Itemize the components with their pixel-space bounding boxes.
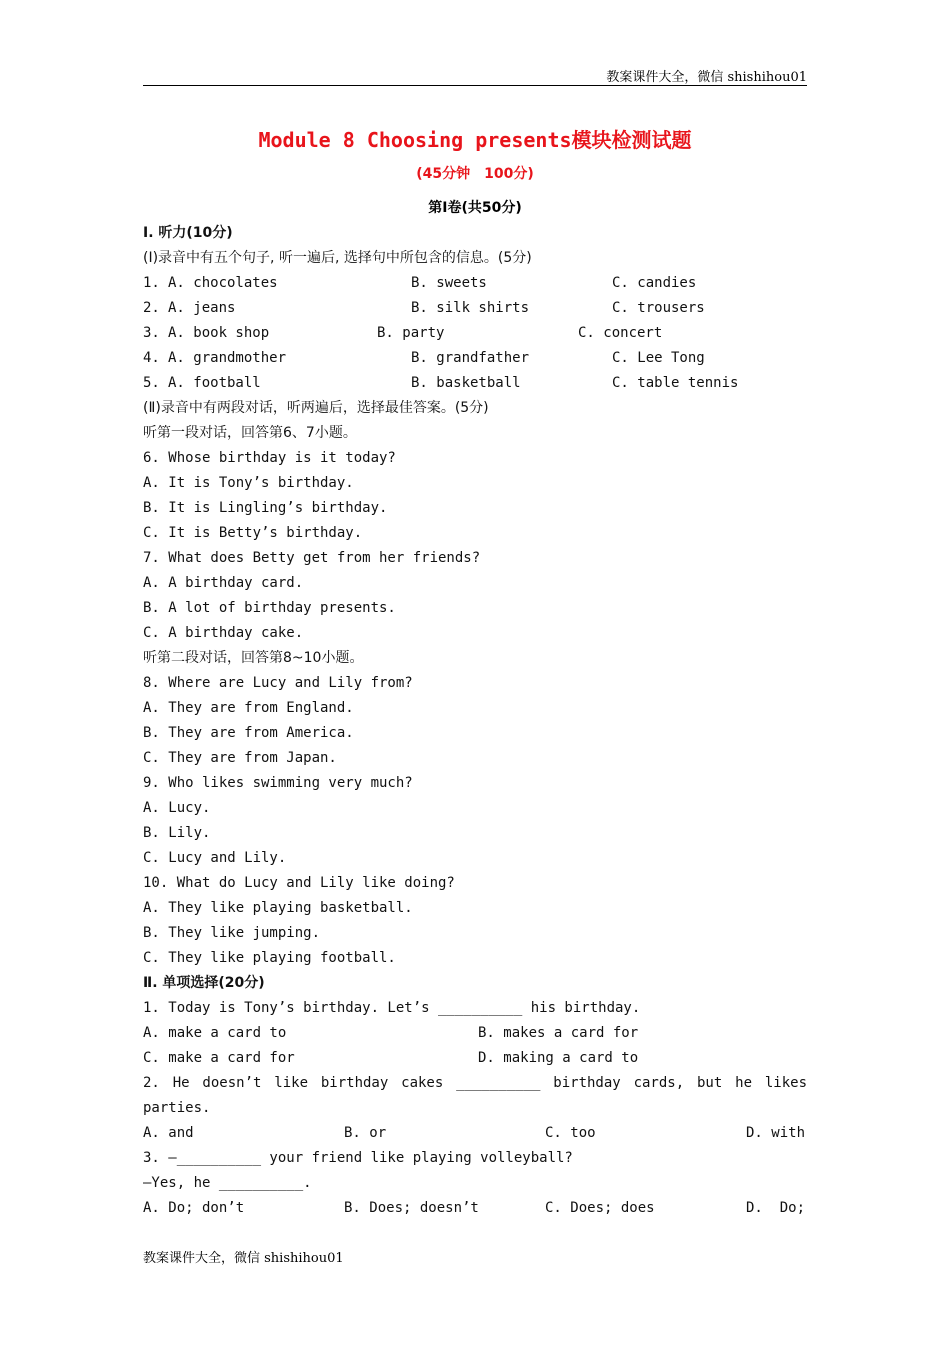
answer-option: C. A birthday cake. — [143, 625, 304, 641]
answer-option: B. It is Lingling’s birthday. — [143, 500, 388, 516]
question-options-row — [143, 1121, 807, 1146]
option-c: C. candies — [612, 275, 697, 291]
question-number: 1. — [143, 275, 160, 291]
question-row — [143, 346, 807, 371]
question-options-row — [143, 1021, 807, 1046]
option-c: C. Lee Tong — [612, 350, 705, 366]
section-heading-listening: Ⅰ. 听力(10分) — [143, 225, 233, 241]
listening-part1-instruction: (Ⅰ)录音中有五个句子, 听一遍后, 选择句中所包含的信息。(5分) — [143, 250, 532, 266]
question-text: 6. Whose birthday is it today? — [143, 450, 396, 466]
question-response-line: —Yes, he __________. — [143, 1175, 312, 1191]
option-a: A. make a card to — [143, 1025, 287, 1041]
question-number: 5. — [143, 375, 160, 391]
answer-option: B. They are from America. — [143, 725, 354, 741]
answer-option: B. A lot of birthday presents. — [143, 600, 396, 616]
question-text: 2. He doesn’t like birthday cakes __________ birthday cards, but he likes — [143, 1075, 807, 1091]
answer-option: A. Lucy. — [143, 800, 211, 816]
document-body — [143, 221, 807, 1221]
answer-option: C. Lucy and Lily. — [143, 850, 287, 866]
header-rule — [143, 85, 807, 86]
option-d: D. with — [746, 1125, 806, 1141]
section-heading-single-choice: Ⅱ. 单项选择(20分) — [143, 975, 265, 991]
answer-option: C. They are from Japan. — [143, 750, 337, 766]
volume-heading: 第Ⅰ卷(共50分) — [428, 200, 522, 216]
option-a: A. chocolates — [168, 275, 278, 291]
question-row — [143, 296, 807, 321]
question-row — [143, 321, 807, 346]
question-row — [143, 271, 807, 296]
answer-option: B. They like jumping. — [143, 925, 321, 941]
listening-part2-instruction: (Ⅱ)录音中有两段对话，听两遍后，选择最佳答案。(5分) — [143, 400, 489, 416]
option-a: A. jeans — [168, 300, 236, 316]
exam-duration-score: (45分钟 100分) — [416, 166, 534, 182]
answer-option: A. They like playing basketball. — [143, 900, 413, 916]
option-b: B. makes a card for — [478, 1025, 639, 1041]
option-a: A. Do; don’t — [143, 1200, 245, 1216]
answer-option: A. It is Tony’s birthday. — [143, 475, 354, 491]
question-text-continued: parties. — [143, 1100, 211, 1116]
question-number: 4. — [143, 350, 160, 366]
option-c: C. Does; does — [545, 1200, 655, 1216]
option-b: B. sweets — [411, 275, 487, 291]
option-b: B. or — [344, 1125, 387, 1141]
answer-option: A. They are from England. — [143, 700, 354, 716]
option-b: B. party — [377, 325, 445, 341]
option-c: C. concert — [578, 325, 663, 341]
question-number: 2. — [143, 300, 160, 316]
answer-option: C. It is Betty’s birthday. — [143, 525, 363, 541]
option-c: C. too — [545, 1125, 596, 1141]
option-a: A. grandmother — [168, 350, 287, 366]
question-text: 9. Who likes swimming very much? — [143, 775, 413, 791]
option-b: B. Does; doesn’t — [344, 1200, 479, 1216]
option-a: A. and — [143, 1125, 194, 1141]
question-row — [143, 371, 807, 396]
question-text: 10. What do Lucy and Lily like doing? — [143, 875, 455, 891]
page-footer: 教案课件大全，微信 shishihou01 — [143, 1251, 344, 1266]
question-number: 3. — [143, 325, 160, 341]
option-b: B. basketball — [411, 375, 521, 391]
answer-option: A. A birthday card. — [143, 575, 304, 591]
page-header: 教案课件大全，微信 shishihou01 — [606, 70, 807, 85]
option-c: C. table tennis — [612, 375, 739, 391]
option-a: A. book shop — [168, 325, 270, 341]
answer-option: C. They like playing football. — [143, 950, 396, 966]
option-d: D. making a card to — [478, 1050, 639, 1066]
question-text: 1. Today is Tony’s birthday. Let’s __________ his birthday. — [143, 1000, 641, 1016]
question-text: 3. —__________ your friend like playing volleyball? — [143, 1150, 573, 1166]
option-c: C. make a card for — [143, 1050, 295, 1066]
option-b: B. grandfather — [411, 350, 530, 366]
question-text: 8. Where are Lucy and Lily from? — [143, 675, 413, 691]
option-a: A. football — [168, 375, 261, 391]
page-title: Module 8 Choosing presents模块检测试题 — [258, 128, 692, 152]
option-d: D. Do; — [746, 1200, 806, 1216]
question-text: 7. What does Betty get from her friends? — [143, 550, 481, 566]
question-options-row — [143, 1196, 807, 1221]
dialog1-instruction: 听第一段对话，回答第6、7小题。 — [143, 425, 357, 441]
option-c: C. trousers — [612, 300, 705, 316]
question-options-row — [143, 1046, 807, 1071]
option-b: B. silk shirts — [411, 300, 530, 316]
dialog2-instruction: 听第二段对话，回答第8~10小题。 — [143, 650, 364, 666]
answer-option: B. Lily. — [143, 825, 211, 841]
